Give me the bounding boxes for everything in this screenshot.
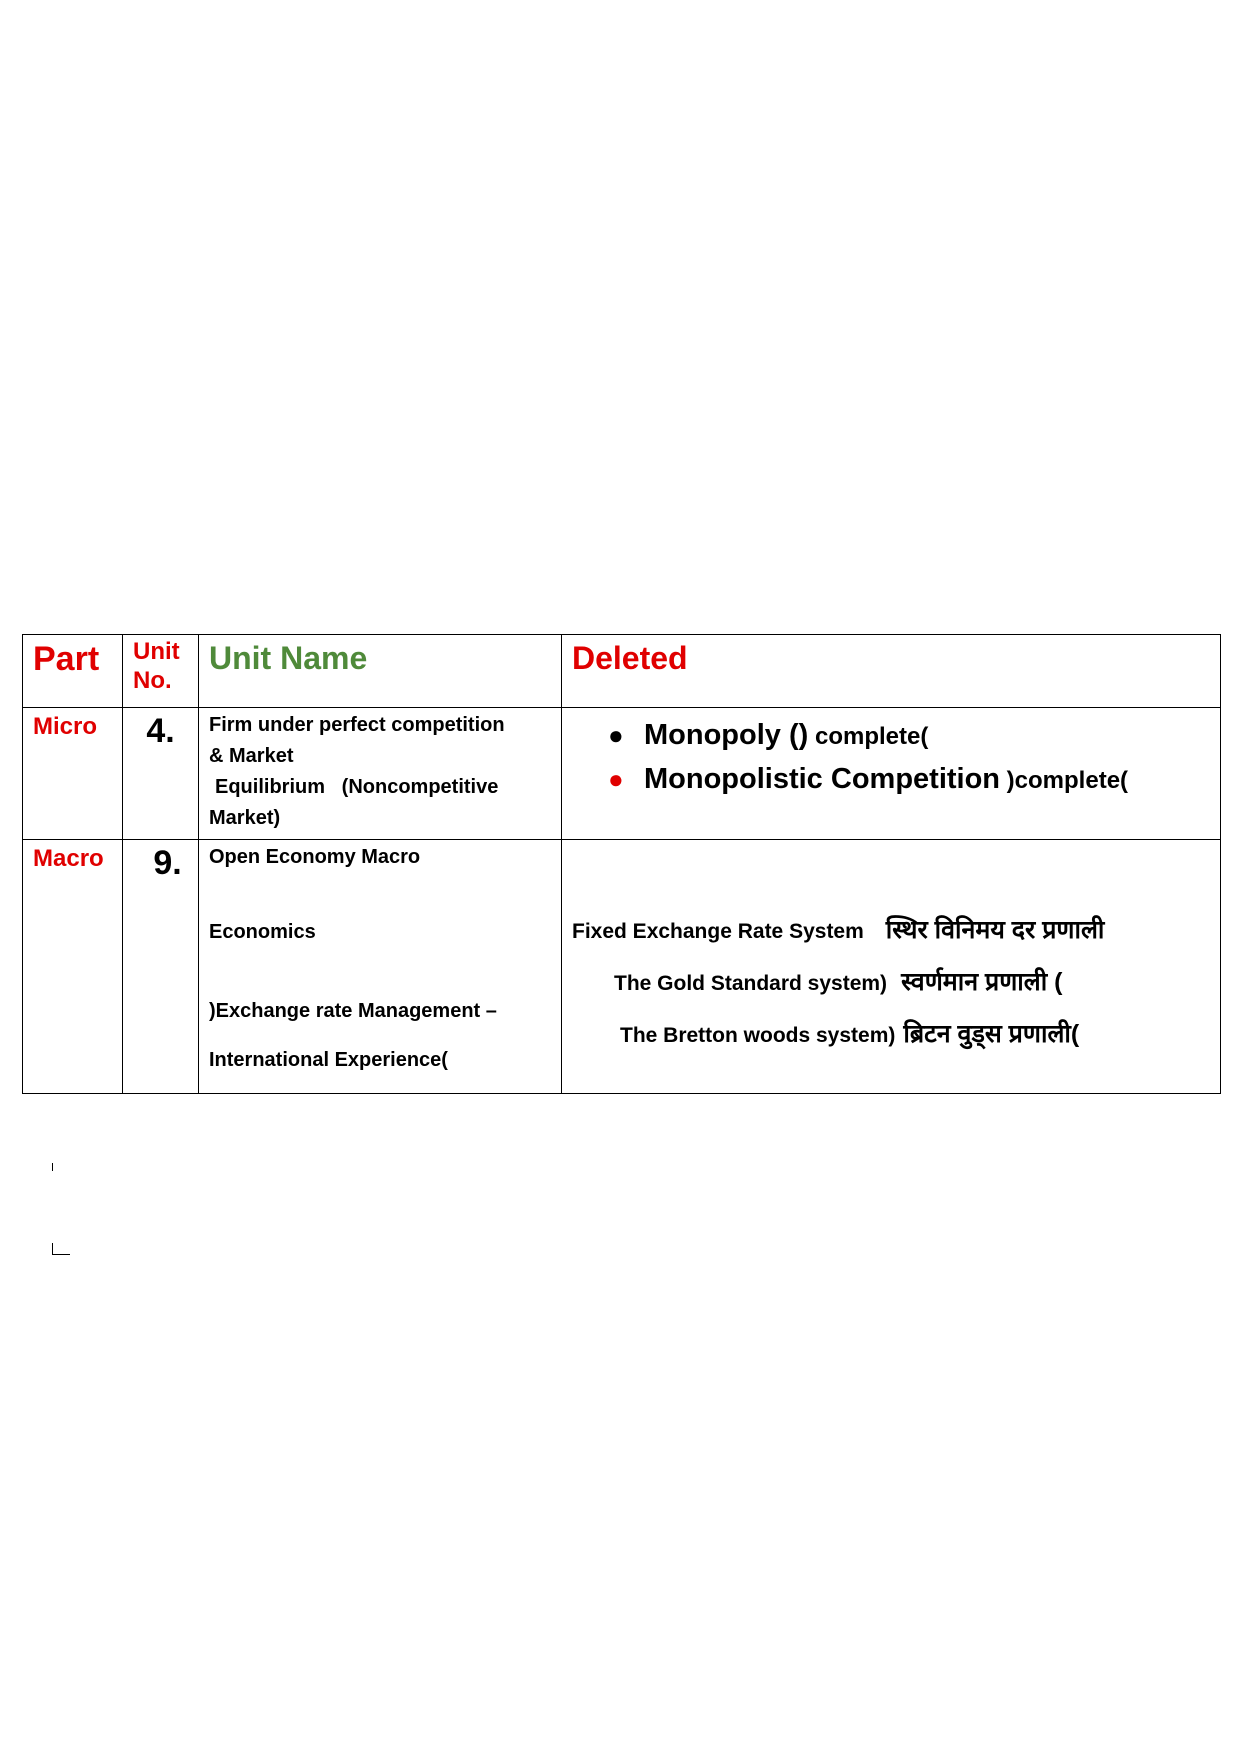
deleted-topic: Monopoly () xyxy=(644,719,809,751)
unit-name-line: Economics xyxy=(209,921,316,943)
unit-name-cell xyxy=(199,708,562,840)
scan-mark xyxy=(52,1163,53,1171)
unit-no-cell xyxy=(123,840,199,1094)
unit-name-line: Market) xyxy=(209,807,281,829)
unit-name-cell xyxy=(199,840,562,1094)
header-unit-no-line2: No. xyxy=(133,666,172,694)
unit-number: 9. xyxy=(153,844,182,882)
unit-number: 4. xyxy=(146,712,175,750)
table-row-macro xyxy=(23,840,1221,1094)
part-cell xyxy=(23,708,123,840)
header-unit-no xyxy=(123,635,198,696)
deleted-status: complete( xyxy=(808,723,929,750)
unit-no-cell xyxy=(123,708,199,840)
list-item xyxy=(572,964,1220,998)
table-row-micro xyxy=(23,708,1221,840)
unit-name-line: International Experience( xyxy=(209,1049,448,1071)
unit-name xyxy=(199,708,561,834)
deleted-status: )complete( xyxy=(1000,767,1129,794)
unit-name-line: )Exchange rate Management – xyxy=(209,1000,497,1022)
unit-name-line: Equilibrium (Noncompetitive xyxy=(215,776,499,798)
deleted-topic-en: The Gold Standard system) xyxy=(614,972,888,995)
part-label: Macro xyxy=(33,845,104,872)
deleted-syllabus-table xyxy=(22,634,1221,1094)
header-deleted: Deleted xyxy=(572,640,688,676)
deleted-topic-en: The Bretton woods system) xyxy=(620,1024,896,1047)
header-part-cell xyxy=(23,635,123,708)
header-unit-name: Unit Name xyxy=(209,640,368,676)
deleted-topic-hi: ब्रिटन वुड्स प्रणाली( xyxy=(903,1020,1080,1048)
bullet-icon: ● xyxy=(608,764,624,794)
part-label: Micro xyxy=(33,713,98,740)
list-item xyxy=(572,912,1220,946)
scan-mark xyxy=(52,1254,70,1255)
header-unit-no-line1: Unit xyxy=(133,638,180,665)
list-item xyxy=(572,1016,1220,1050)
deleted-list xyxy=(562,714,1220,802)
header-unit-no-cell xyxy=(123,635,199,708)
deleted-topic-hi: स्वर्णमान प्रणाली ( xyxy=(901,968,1063,996)
deleted-topic-en: Fixed Exchange Rate System xyxy=(572,920,864,943)
header-deleted-cell xyxy=(562,635,1221,708)
deleted-topic: Monopolistic Competition xyxy=(644,763,1001,795)
bullet-icon: ● xyxy=(608,720,624,750)
part-cell xyxy=(23,840,123,1094)
unit-name xyxy=(199,840,561,1076)
unit-name-line: Firm under perfect competition xyxy=(209,714,505,736)
deleted-topic-hi: स्थिर विनिमय दर प्रणाली xyxy=(885,916,1105,944)
unit-name-line: & Market xyxy=(209,745,294,767)
list-item xyxy=(608,714,1220,758)
unit-name-line: Open Economy Macro xyxy=(209,846,421,868)
header-unit-name-cell xyxy=(199,635,562,708)
deleted-cell xyxy=(562,708,1221,840)
table-header-row xyxy=(23,635,1221,708)
header-part: Part xyxy=(33,640,100,678)
list-item xyxy=(608,758,1220,802)
deleted-list xyxy=(562,912,1220,1050)
deleted-cell xyxy=(562,840,1221,1094)
